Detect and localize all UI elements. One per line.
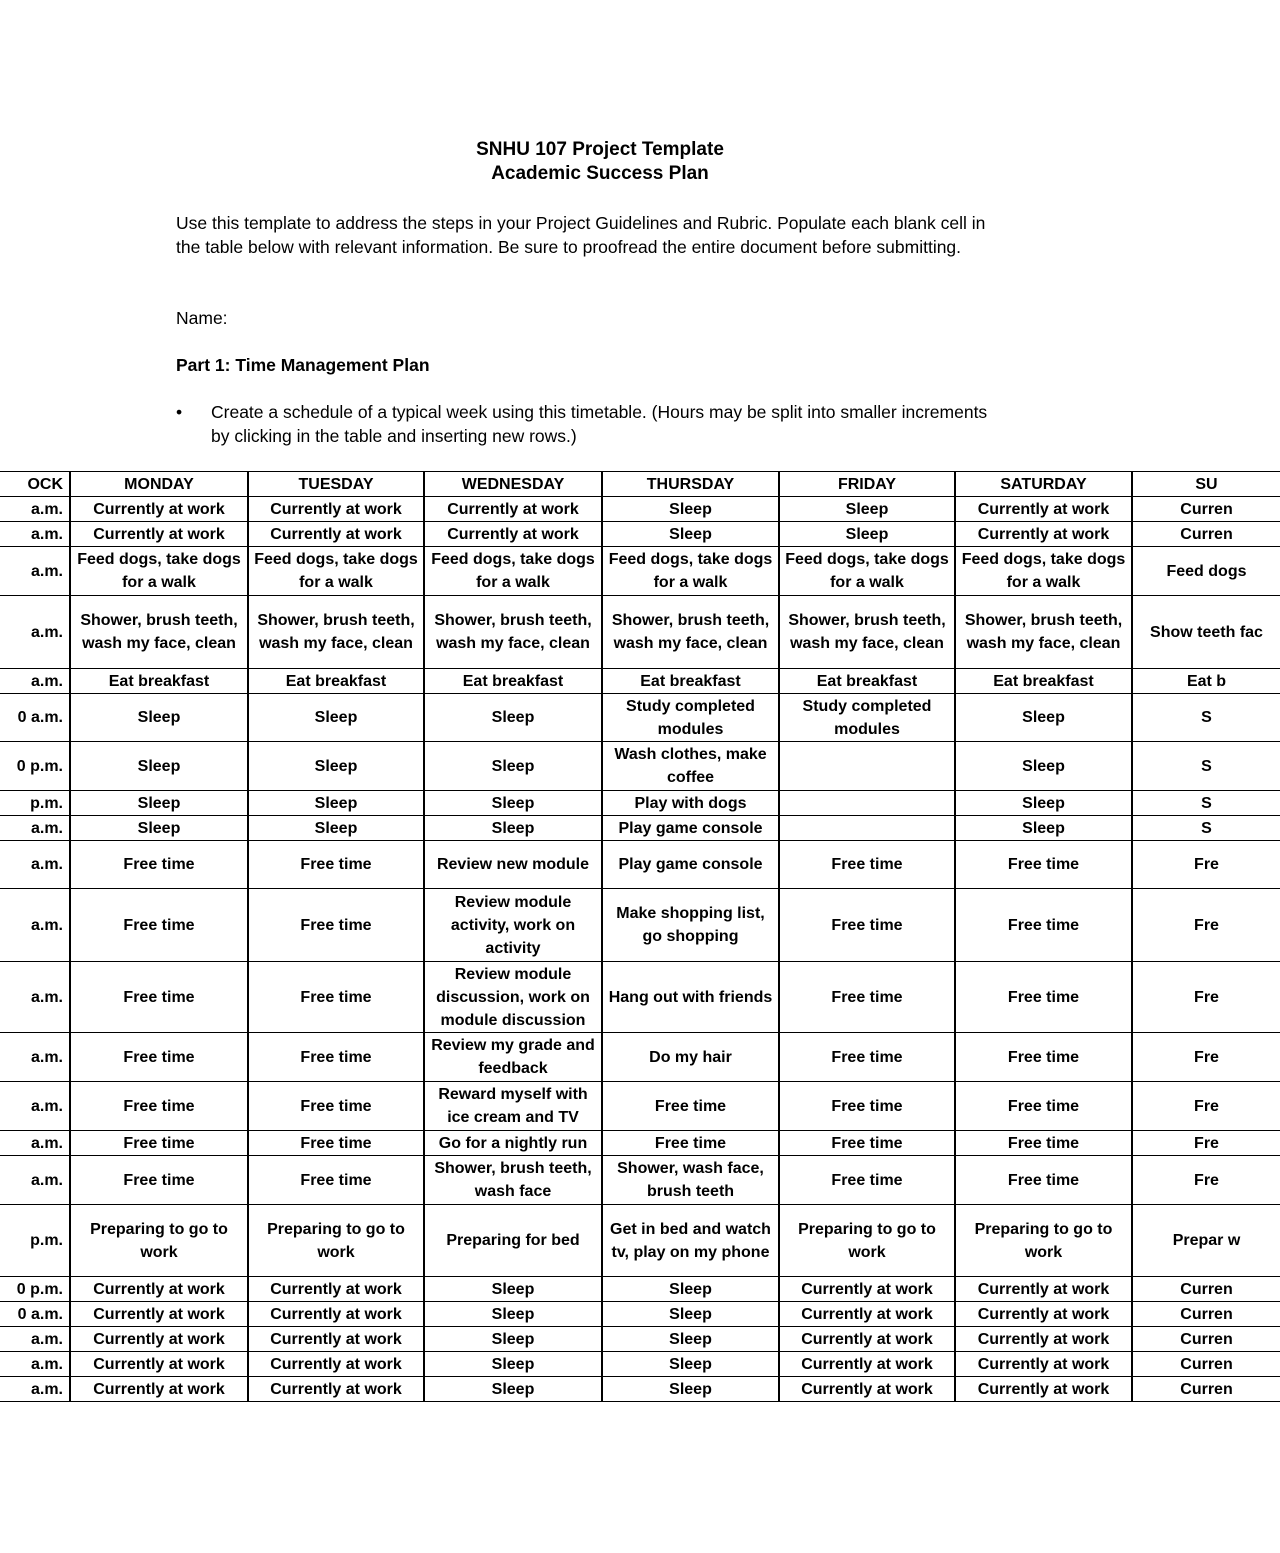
schedule-table — [0, 471, 1280, 1402]
schedule-row — [0, 1082, 1280, 1131]
schedule-row — [0, 522, 1280, 547]
sunday-cell[interactable]: Curren — [1132, 497, 1280, 522]
sunday-cell[interactable]: Eat b — [1132, 669, 1280, 694]
schedule-row — [0, 669, 1280, 694]
friday-cell[interactable]: Currently at work — [779, 1327, 955, 1352]
tuesday-header: TUESDAY — [248, 472, 424, 497]
friday-cell[interactable]: Free time — [779, 1033, 955, 1082]
thursday-header: THURSDAY — [602, 472, 779, 497]
saturday-cell[interactable]: Sleep — [955, 791, 1132, 816]
thursday-cell[interactable]: Do my hair — [602, 1033, 779, 1082]
thursday-cell[interactable]: Play game console — [602, 841, 779, 889]
friday-cell[interactable] — [779, 791, 955, 816]
wednesday-cell[interactable]: Sleep — [424, 1277, 602, 1302]
thursday-cell[interactable]: Sleep — [602, 497, 779, 522]
time-cell: a.m. — [0, 1156, 70, 1205]
friday-cell[interactable]: Feed dogs, take dogs for a walk — [779, 547, 955, 596]
sunday-cell[interactable]: Curren — [1132, 1302, 1280, 1327]
monday-cell[interactable]: Eat breakfast — [70, 669, 248, 694]
saturday-cell[interactable]: Free time — [955, 962, 1132, 1033]
wednesday-cell[interactable]: Currently at work — [424, 497, 602, 522]
bullet-text: Create a schedule of a typical week using this timetable. (Hours may be split into smaller increments by clicking in the table and inserting new rows.) — [211, 402, 988, 446]
schedule-row — [0, 841, 1280, 889]
time-cell: a.m. — [0, 889, 70, 962]
saturday-cell[interactable]: Shower, brush teeth, wash my face, clean — [955, 596, 1132, 669]
friday-cell[interactable]: Currently at work — [779, 1302, 955, 1327]
wednesday-cell[interactable]: Reward myself with ice cream and TV — [424, 1082, 602, 1131]
sunday-cell[interactable]: Fre — [1132, 1033, 1280, 1082]
thursday-cell[interactable]: Sleep — [602, 1277, 779, 1302]
time-cell: a.m. — [0, 1327, 70, 1352]
tuesday-cell[interactable]: Currently at work — [248, 1327, 424, 1352]
saturday-cell[interactable]: Free time — [955, 1033, 1132, 1082]
saturday-cell[interactable]: Currently at work — [955, 1277, 1132, 1302]
schedule-row — [0, 889, 1280, 962]
friday-cell[interactable]: Currently at work — [779, 1277, 955, 1302]
tuesday-cell[interactable]: Currently at work — [248, 1277, 424, 1302]
wednesday-cell[interactable]: Sleep — [424, 742, 602, 791]
sunday-cell[interactable]: Fre — [1132, 841, 1280, 889]
sunday-cell[interactable]: Curren — [1132, 1277, 1280, 1302]
saturday-cell[interactable]: Free time — [955, 889, 1132, 962]
thursday-cell[interactable]: Sleep — [602, 1352, 779, 1377]
wednesday-cell[interactable]: Sleep — [424, 1352, 602, 1377]
thursday-cell[interactable]: Wash clothes, make coffee — [602, 742, 779, 791]
monday-cell[interactable]: Free time — [70, 889, 248, 962]
tuesday-cell[interactable]: Currently at work — [248, 497, 424, 522]
wednesday-cell[interactable]: Sleep — [424, 1327, 602, 1352]
tuesday-cell[interactable]: Eat breakfast — [248, 669, 424, 694]
sunday-cell[interactable]: Fre — [1132, 889, 1280, 962]
document-title — [0, 138, 1200, 186]
time-cell: a.m. — [0, 1377, 70, 1402]
part-heading: Part 1: Time Management Plan — [176, 355, 430, 375]
schedule-row — [0, 1277, 1280, 1302]
thursday-cell[interactable]: Sleep — [602, 1327, 779, 1352]
sunday-cell[interactable]: Fre — [1132, 962, 1280, 1033]
saturday-cell[interactable]: Sleep — [955, 694, 1132, 742]
monday-cell[interactable]: Shower, brush teeth, wash my face, clean — [70, 596, 248, 669]
schedule-row — [0, 1302, 1280, 1327]
saturday-cell[interactable]: Currently at work — [955, 522, 1132, 547]
sunday-cell[interactable]: Curren — [1132, 522, 1280, 547]
bullet-glyph: • — [176, 402, 183, 422]
tuesday-cell[interactable]: Currently at work — [248, 522, 424, 547]
time-cell: a.m. — [0, 547, 70, 596]
thursday-cell[interactable]: Study completed modules — [602, 694, 779, 742]
sunday-cell[interactable]: Feed dogs — [1132, 547, 1280, 596]
tuesday-cell[interactable]: Shower, brush teeth, wash my face, clean — [248, 596, 424, 669]
schedule-row — [0, 1377, 1280, 1402]
thursday-cell[interactable]: Hang out with friends — [602, 962, 779, 1033]
schedule-row — [0, 694, 1280, 742]
wednesday-cell[interactable]: Sleep — [424, 791, 602, 816]
sunday-cell[interactable]: Fre — [1132, 1156, 1280, 1205]
wednesday-cell[interactable]: Review module discussion, work on module discussion — [424, 962, 602, 1033]
friday-cell[interactable]: Eat breakfast — [779, 669, 955, 694]
monday-cell[interactable]: Free time — [70, 1033, 248, 1082]
monday-header: MONDAY — [70, 472, 248, 497]
tuesday-cell[interactable]: Currently at work — [248, 1352, 424, 1377]
wednesday-cell[interactable]: Review module activity, work on activity — [424, 889, 602, 962]
sunday-cell[interactable]: Curren — [1132, 1377, 1280, 1402]
thursday-cell[interactable]: Play game console — [602, 816, 779, 841]
schedule-row — [0, 596, 1280, 669]
monday-cell[interactable]: Feed dogs, take dogs for a walk — [70, 547, 248, 596]
time-cell: a.m. — [0, 962, 70, 1033]
monday-cell[interactable]: Free time — [70, 962, 248, 1033]
saturday-cell[interactable]: Sleep — [955, 816, 1132, 841]
schedule-row — [0, 1033, 1280, 1082]
thursday-cell[interactable]: Shower, wash face, brush teeth — [602, 1156, 779, 1205]
schedule-row — [0, 497, 1280, 522]
friday-cell[interactable]: Free time — [779, 1156, 955, 1205]
monday-cell[interactable]: Currently at work — [70, 1327, 248, 1352]
schedule-row — [0, 1205, 1280, 1277]
time-cell: a.m. — [0, 816, 70, 841]
title-line-1: SNHU 107 Project Template — [476, 139, 724, 160]
saturday-cell[interactable]: Currently at work — [955, 1352, 1132, 1377]
monday-cell[interactable]: Free time — [70, 1131, 248, 1156]
name-label: Name: — [176, 308, 228, 328]
wednesday-cell[interactable]: Shower, brush teeth, wash my face, clean — [424, 596, 602, 669]
wednesday-cell[interactable]: Eat breakfast — [424, 669, 602, 694]
monday-cell[interactable]: Sleep — [70, 694, 248, 742]
time-cell: a.m. — [0, 1033, 70, 1082]
time-cell: a.m. — [0, 596, 70, 669]
tuesday-cell[interactable]: Free time — [248, 1082, 424, 1131]
sunday-cell[interactable]: Show teeth fac — [1132, 596, 1280, 669]
wednesday-cell[interactable]: Review my grade and feedback — [424, 1033, 602, 1082]
thursday-cell[interactable]: Make shopping list, go shopping — [602, 889, 779, 962]
tuesday-cell[interactable]: Feed dogs, take dogs for a walk — [248, 547, 424, 596]
friday-cell[interactable]: Free time — [779, 1131, 955, 1156]
saturday-cell[interactable]: Free time — [955, 841, 1132, 889]
time-cell: a.m. — [0, 1131, 70, 1156]
wednesday-cell[interactable]: Go for a nightly run — [424, 1131, 602, 1156]
saturday-cell[interactable]: Free time — [955, 1131, 1132, 1156]
schedule-row — [0, 1131, 1280, 1156]
time-cell: a.m. — [0, 841, 70, 889]
sunday-cell[interactable]: Curren — [1132, 1352, 1280, 1377]
wednesday-cell[interactable]: Sleep — [424, 694, 602, 742]
monday-cell[interactable]: Currently at work — [70, 497, 248, 522]
friday-cell[interactable]: Free time — [779, 962, 955, 1033]
sunday-cell[interactable]: S — [1132, 742, 1280, 791]
friday-cell[interactable]: Study completed modules — [779, 694, 955, 742]
friday-cell[interactable]: Preparing to go to work — [779, 1205, 955, 1277]
time-cell: 0 a.m. — [0, 694, 70, 742]
saturday-cell[interactable]: Currently at work — [955, 1302, 1132, 1327]
wednesday-cell[interactable]: Feed dogs, take dogs for a walk — [424, 547, 602, 596]
thursday-cell[interactable]: Sleep — [602, 522, 779, 547]
time-cell: 0 p.m. — [0, 742, 70, 791]
tuesday-cell[interactable]: Free time — [248, 962, 424, 1033]
wednesday-cell[interactable]: Sleep — [424, 1302, 602, 1327]
saturday-cell[interactable]: Free time — [955, 1082, 1132, 1131]
friday-cell[interactable]: Currently at work — [779, 1377, 955, 1402]
saturday-cell[interactable]: Preparing to go to work — [955, 1205, 1132, 1277]
time-cell: 0 p.m. — [0, 1277, 70, 1302]
monday-cell[interactable]: Sleep — [70, 742, 248, 791]
sunday-cell[interactable]: Fre — [1132, 1131, 1280, 1156]
schedule-header-row — [0, 472, 1280, 497]
sunday-cell[interactable]: Prepar w — [1132, 1205, 1280, 1277]
intro-paragraph: Use this template to address the steps in your Project Guidelines and Rubric. Populate each blank cell in the table below with relevant information. Be sure to proofread the entire document before submitting. — [176, 213, 986, 257]
tuesday-cell[interactable]: Sleep — [248, 694, 424, 742]
schedule-row — [0, 547, 1280, 596]
monday-cell[interactable]: Currently at work — [70, 1277, 248, 1302]
instruction-bullet — [176, 400, 1006, 448]
friday-cell[interactable]: Free time — [779, 889, 955, 962]
saturday-cell[interactable]: Eat breakfast — [955, 669, 1132, 694]
sunday-cell[interactable]: Curren — [1132, 1327, 1280, 1352]
friday-cell[interactable] — [779, 816, 955, 841]
schedule-row — [0, 1352, 1280, 1377]
wednesday-cell[interactable]: Sleep — [424, 1377, 602, 1402]
saturday-cell[interactable]: Free time — [955, 1156, 1132, 1205]
wednesday-cell[interactable]: Currently at work — [424, 522, 602, 547]
time-cell: 0 a.m. — [0, 1302, 70, 1327]
monday-cell[interactable]: Free time — [70, 1082, 248, 1131]
tuesday-cell[interactable]: Sleep — [248, 742, 424, 791]
clock-header: OCK — [0, 472, 70, 497]
friday-cell[interactable]: Free time — [779, 1082, 955, 1131]
monday-cell[interactable]: Free time — [70, 841, 248, 889]
monday-cell[interactable]: Sleep — [70, 816, 248, 841]
saturday-cell[interactable]: Currently at work — [955, 497, 1132, 522]
friday-cell[interactable]: Shower, brush teeth, wash my face, clean — [779, 596, 955, 669]
schedule-row — [0, 816, 1280, 841]
time-cell: p.m. — [0, 791, 70, 816]
tuesday-cell[interactable]: Sleep — [248, 816, 424, 841]
saturday-cell[interactable]: Currently at work — [955, 1327, 1132, 1352]
saturday-cell[interactable]: Sleep — [955, 742, 1132, 791]
thursday-cell[interactable]: Eat breakfast — [602, 669, 779, 694]
title-line-2: Academic Success Plan — [491, 163, 709, 184]
schedule-row — [0, 962, 1280, 1033]
monday-cell[interactable]: Currently at work — [70, 1302, 248, 1327]
wednesday-cell[interactable]: Sleep — [424, 816, 602, 841]
sunday-cell[interactable]: Fre — [1132, 1082, 1280, 1131]
tuesday-cell[interactable]: Currently at work — [248, 1302, 424, 1327]
sunday-cell[interactable]: S — [1132, 791, 1280, 816]
friday-cell[interactable]: Currently at work — [779, 1352, 955, 1377]
sunday-header: SU — [1132, 472, 1280, 497]
tuesday-cell[interactable]: Free time — [248, 1033, 424, 1082]
thursday-cell[interactable]: Sleep — [602, 1302, 779, 1327]
friday-cell[interactable]: Free time — [779, 841, 955, 889]
time-cell: a.m. — [0, 497, 70, 522]
schedule-row — [0, 742, 1280, 791]
wednesday-cell[interactable]: Shower, brush teeth, wash face — [424, 1156, 602, 1205]
time-cell: a.m. — [0, 1082, 70, 1131]
monday-cell[interactable]: Currently at work — [70, 1377, 248, 1402]
thursday-cell[interactable]: Play with dogs — [602, 791, 779, 816]
friday-cell[interactable]: Sleep — [779, 522, 955, 547]
friday-cell[interactable]: Sleep — [779, 497, 955, 522]
friday-cell[interactable] — [779, 742, 955, 791]
thursday-cell[interactable]: Feed dogs, take dogs for a walk — [602, 547, 779, 596]
schedule-body — [0, 497, 1280, 1402]
wednesday-cell[interactable]: Preparing for bed — [424, 1205, 602, 1277]
schedule-row — [0, 1327, 1280, 1352]
monday-cell[interactable]: Free time — [70, 1156, 248, 1205]
monday-cell[interactable]: Sleep — [70, 791, 248, 816]
thursday-cell[interactable]: Free time — [602, 1082, 779, 1131]
saturday-cell[interactable]: Currently at work — [955, 1377, 1132, 1402]
tuesday-cell[interactable]: Sleep — [248, 791, 424, 816]
saturday-cell[interactable]: Feed dogs, take dogs for a walk — [955, 547, 1132, 596]
tuesday-cell[interactable]: Free time — [248, 1131, 424, 1156]
monday-cell[interactable]: Currently at work — [70, 522, 248, 547]
sunday-cell[interactable]: S — [1132, 816, 1280, 841]
wednesday-cell[interactable]: Review new module — [424, 841, 602, 889]
schedule-row — [0, 1156, 1280, 1205]
friday-header: FRIDAY — [779, 472, 955, 497]
time-cell: a.m. — [0, 522, 70, 547]
saturday-header: SATURDAY — [955, 472, 1132, 497]
time-cell: a.m. — [0, 669, 70, 694]
wednesday-header: WEDNESDAY — [424, 472, 602, 497]
monday-cell[interactable]: Currently at work — [70, 1352, 248, 1377]
thursday-cell[interactable]: Free time — [602, 1131, 779, 1156]
thursday-cell[interactable]: Shower, brush teeth, wash my face, clean — [602, 596, 779, 669]
tuesday-cell[interactable]: Free time — [248, 889, 424, 962]
tuesday-cell[interactable]: Free time — [248, 841, 424, 889]
thursday-cell[interactable]: Sleep — [602, 1377, 779, 1402]
tuesday-cell[interactable]: Currently at work — [248, 1377, 424, 1402]
tuesday-cell[interactable]: Preparing to go to work — [248, 1205, 424, 1277]
schedule-row — [0, 791, 1280, 816]
tuesday-cell[interactable]: Free time — [248, 1156, 424, 1205]
monday-cell[interactable]: Preparing to go to work — [70, 1205, 248, 1277]
time-cell: a.m. — [0, 1352, 70, 1377]
thursday-cell[interactable]: Get in bed and watch tv, play on my phone — [602, 1205, 779, 1277]
sunday-cell[interactable]: S — [1132, 694, 1280, 742]
time-cell: p.m. — [0, 1205, 70, 1277]
